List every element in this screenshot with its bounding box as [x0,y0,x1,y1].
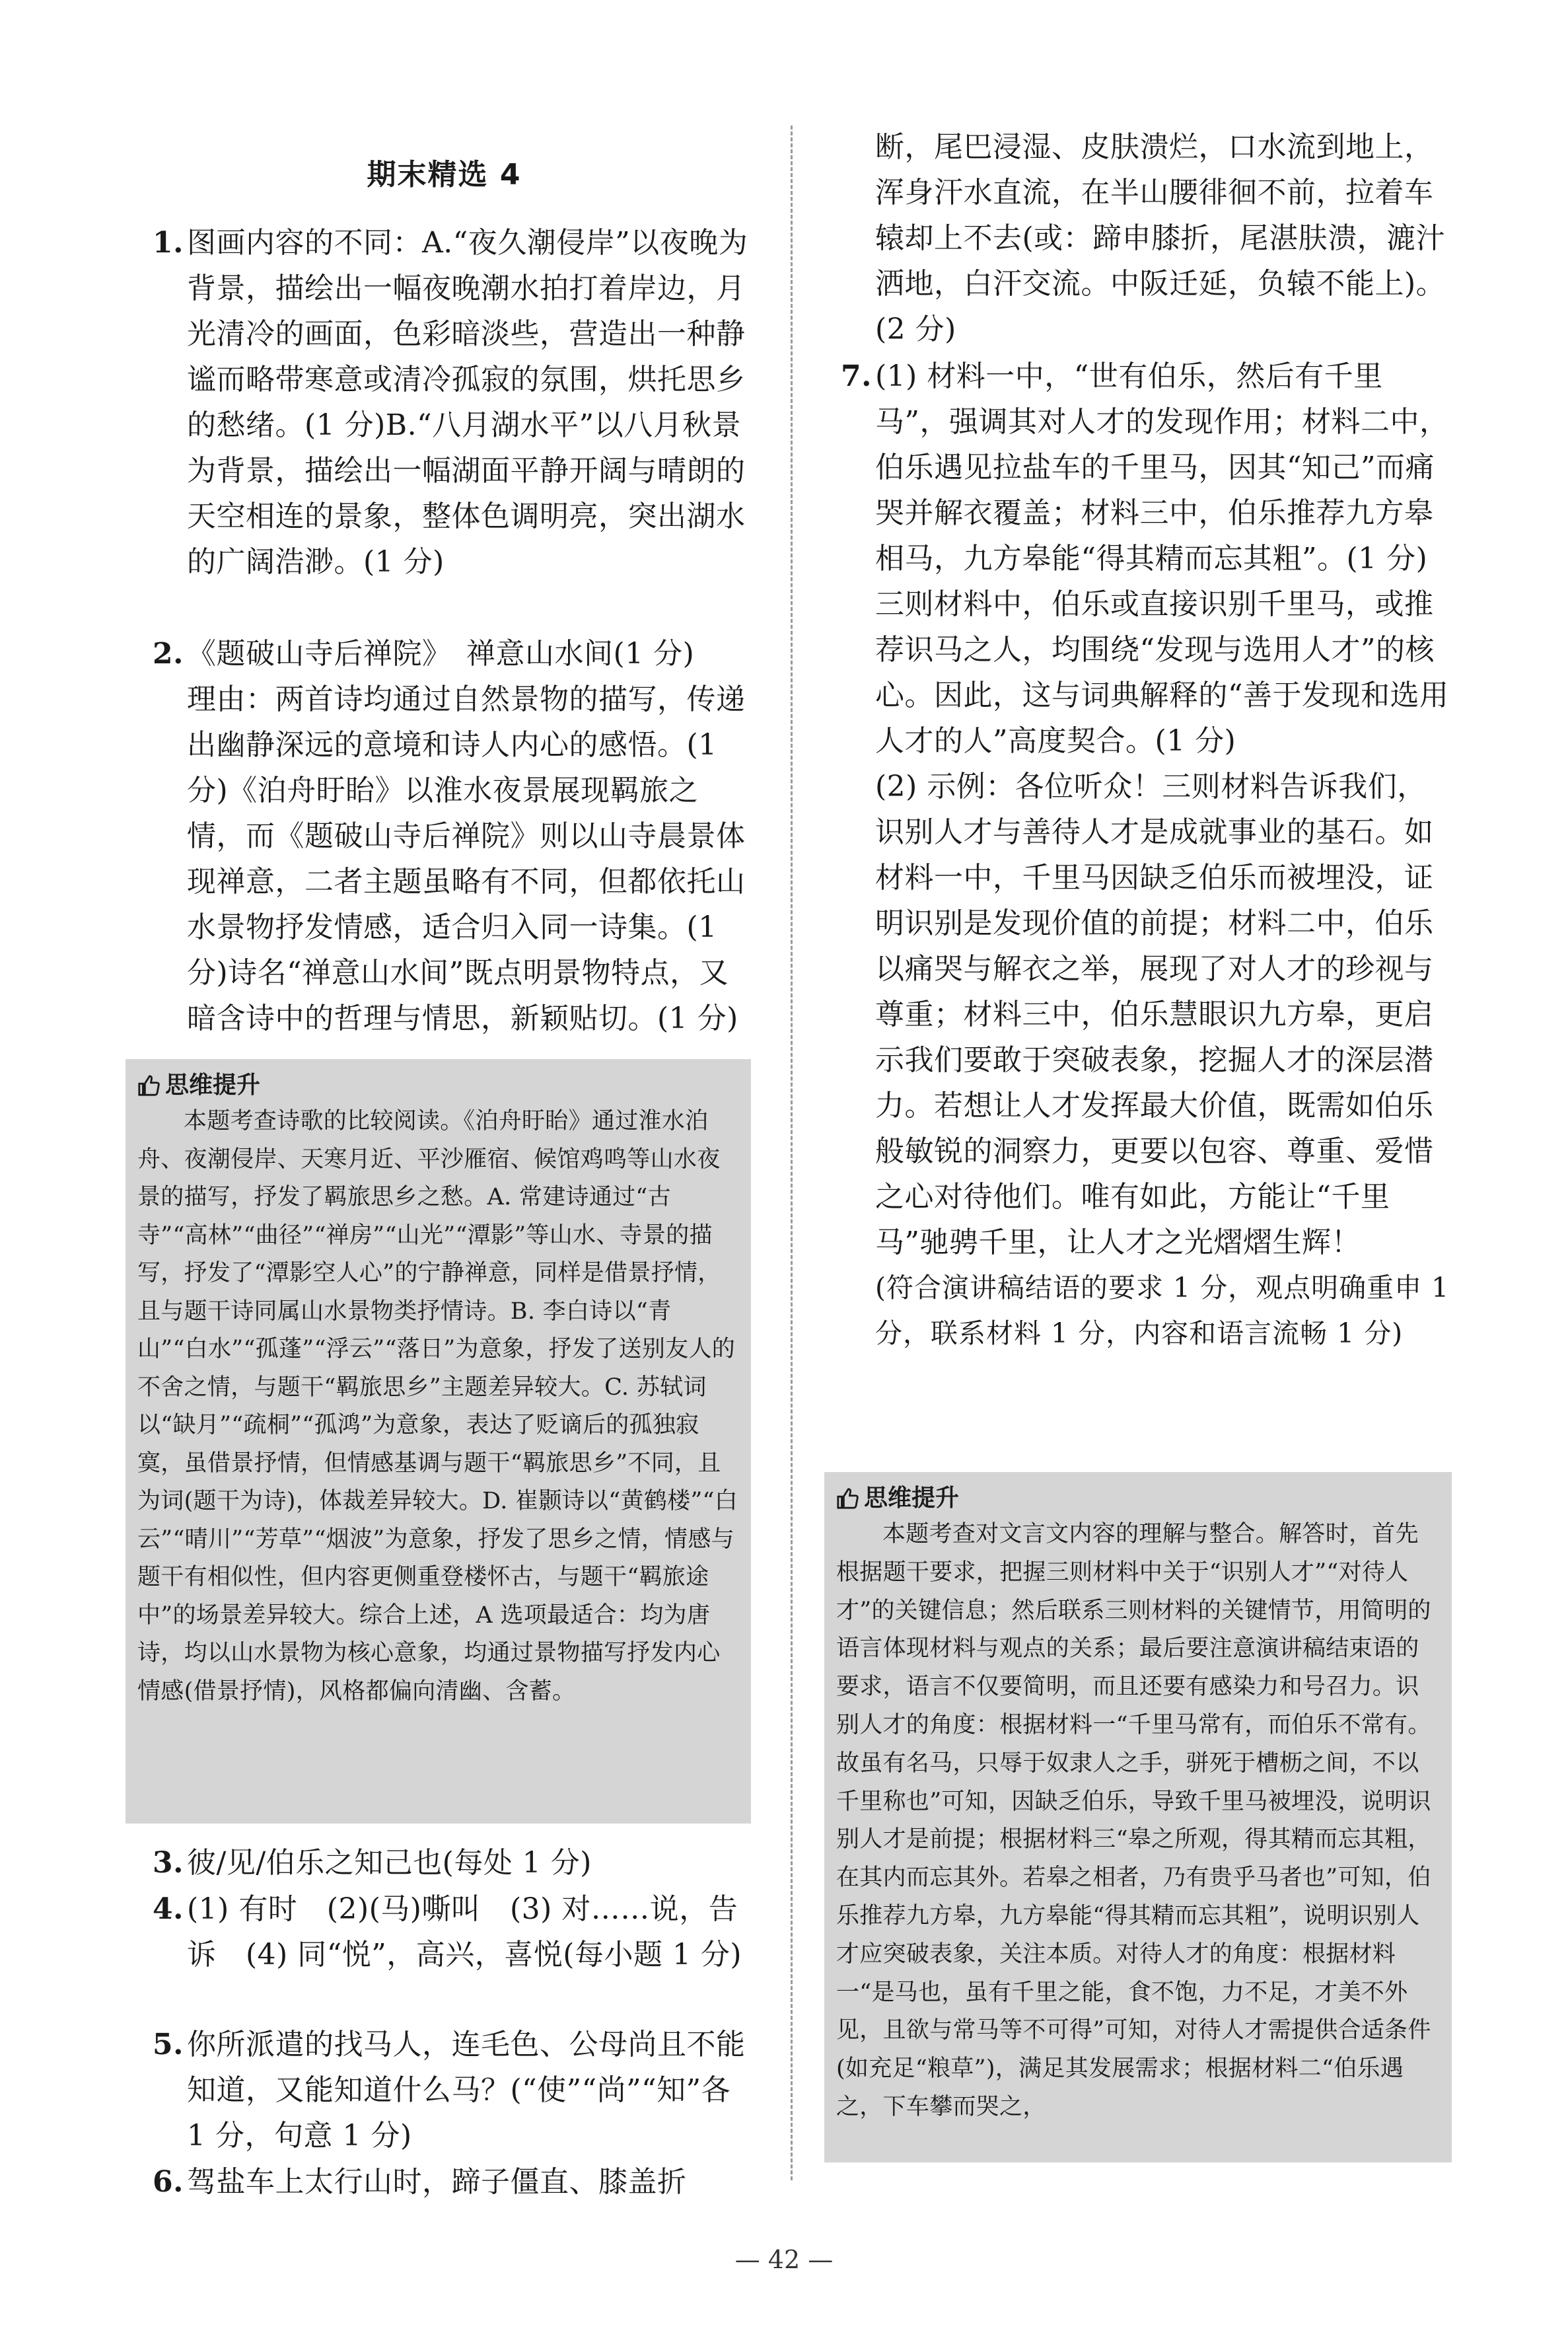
box-heading [137,1068,739,1103]
thinking-box-right [824,1472,1452,2162]
page-title: 期末精选 4 [367,158,522,192]
thumbs-up-icon [137,1074,160,1097]
answer-text: 彼/见/伯乐之知己也(每处 1 分) [187,1846,592,1880]
answer-number: 7. [841,359,872,393]
answer-number: 3. [153,1846,184,1880]
column-divider [791,126,793,2180]
box-heading-text: 思维提升 [165,1072,261,1099]
box-text: 本题考查对文言文内容的理解与整合。解答时，首先根据题干要求，把握三则材料中关于“识别人才”“对待人才”的关键信息；然后联系三则材料的关键情节，用简明的语言体现材料与观点的关系；最后要注意演讲稿结束语的要求，语言不仅要简明，而且还要有感染力和号召力。识别人才的角度：根据材料一“千里马常有，而伯乐不常有。故虽有名马，只辱于奴隶人之手，骈死于槽枥之间，不以千里称也”可知，因缺乏伯乐，导致千里马被埋没，说明识别人才是前提；根据材料三“皋之所观，得其精而忘其粗，在其内而忘其外。若皋之相者，乃有贵乎马者也”可知，伯乐推荐九方皋，九方皋能“得其精而忘其粗”，说明识别人才应突破表象，关注本质。对待人才的角度：根据材料一“是马也，虽有千里之能，食不饱，力不足，才美不外见，且欲与常马等不可得”可知，对待人才需提供合适条件(如充足“粮草”)，满足其发展需求；根据材料二“伯乐遇之，下车攀而哭之， [836,1521,1431,2120]
answer-3 [153,1840,752,1886]
answer-title-line: 《题破山寺后禅院》 禅意山水间(1 分) [187,637,695,671]
answer-text: 驾盐车上太行山时，蹄子僵直、膝盖折 [187,2165,687,2199]
box-text: 本题考查诗歌的比较阅读。《泊舟盱眙》通过淮水泊舟、夜潮侵岸、天寒月近、平沙雁宿、候馆鸡鸣等山水夜景的描写，抒发了羁旅思乡之愁。A. 常建诗通过“古寺”“高林”“曲径”“禅房”“山光”“潭影”等山水、寺景的描写，抒发了“潭影空人心”的宁静禅意，同样是借景抒情，且与题干诗同属山水景物类抒情诗。B. 李白诗以“青山”“白水”“孤蓬”“浮云”“落日”为意象，抒发了送别友人的不舍之情，与题干“羁旅思乡”主题差异较大。C. 苏轼词以“缺月”“疏桐”“孤鸿”为意象，表达了贬谪后的孤独寂寞，虽借景抒情，但情感基调与题干“羁旅思乡”不同，且为词(题干为诗)，体裁差异较大。D. 崔颢诗以“黄鹤楼”“白云”“晴川”“芳草”“烟波”为意象，抒发了思乡之情，情感与题干有相似性，但内容更侧重登楼怀古，与题干“羁旅途中”的场景差异较大。综合上述，A 选项最适合：均为唐诗，均以山水景物为核心意象，均通过景物描写抒发内心情感(借景抒情)，风格都偏向清幽、含蓄。 [137,1108,738,1705]
answer-number: 5. [153,2028,184,2061]
answer-1 [153,220,752,585]
answer-text: 图画内容的不同：A.“夜久潮侵岸”以夜晚为背景，描绘出一幅夜晚潮水拍打着岸边，月光清冷的画面，色彩暗淡些，营造出一种静谧而略带寒意或清冷孤寂的氛围，烘托思乡的愁绪。(1 分)B.“八月湖水平”以八月秋景为背景，描绘出一幅湖面平静开阔与晴朗的天空相连的景象，整体色调明亮，突出湖水的广阔浩渺。(1 分) [187,226,748,579]
thumbs-up-icon [836,1487,859,1510]
answer-2 [153,631,752,1041]
page-number: — 42 — [734,2245,834,2274]
answer-text: (1) 有时 (2)(马)嘶叫 (3) 对……说，告诉 (4) 同“悦”，高兴，喜悦(每小题 1 分) [187,1892,742,1972]
box-heading [836,1481,1440,1516]
answer-6-continued [875,124,1450,352]
answer-6 [153,2159,752,2205]
scoring-note: (符合演讲稿结语的要求 1 分，观点明确重申 1 分，联系材料 1 分，内容和语言流畅 1 分) [875,1272,1450,1349]
answer-4 [153,1886,752,1977]
answer-number: 2. [153,637,184,671]
answer-number: 1. [153,226,184,260]
answer-text: 理由：两首诗均通过自然景物的描写，传递出幽静深远的意境和诗人内心的感悟。(1 分)《泊舟盱眙》以淮水夜景展现羁旅之情，而《题破山寺后禅院》则以山寺晨景体现禅意，二者主题虽略有不同，但都依托山水景物抒发情感，适合归入同一诗集。(1 分)诗名“禅意山水间”既点明景物特点，又暗含诗中的哲理与情思，新颖贴切。(1 分) [187,683,746,1035]
thinking-box-left [125,1059,751,1824]
answer-number: 4. [153,1892,184,1926]
answer-part-2: (2) 示例：各位听众！三则材料告诉我们，识别人才与善待人才是成就事业的基石。如材料一中，千里马因缺乏伯乐而被埋没，证明识别是发现价值的前提；材料二中，伯乐以痛哭与解衣之举，展现了对人才的珍视与尊重；材料三中，伯乐慧眼识九方皋，更启示我们要敢于突破表象，挖掘人才的深层潜力。若想让人才发挥最大价值，既需如伯乐般敏锐的洞察力，更要以包容、尊重、爱惜之心对待他们。唯有如此，方能让“千里马”驰骋千里，让人才之光熠熠生辉！ [875,770,1434,1259]
answer-5 [153,2022,752,2159]
answer-number: 6. [153,2165,184,2199]
answer-part-1: (1) 材料一中，“世有伯乐，然后有千里马”，强调其对人才的发现作用；材料二中，伯乐遇见拉盐车的千里马，因其“知己”而痛哭并解衣覆盖；材料三中，伯乐推荐九方皋相马，九方皋能“得其精而忘其粗”。(1 分)三则材料中，伯乐或直接识别千里马，或推荐识马之人，均围绕“发现与选用人才”的核心。因此，这与词典解释的“善于发现和选用人才的人”高度契合。(1 分) [875,359,1449,758]
box-heading-text: 思维提升 [864,1485,960,1512]
answer-7 [841,353,1450,1356]
answer-text: 你所派遣的找马人，连毛色、公母尚且不能知道，又能知道什么马？(“使”“尚”“知”各 1 分，句意 1 分) [187,2028,746,2153]
answer-text: 断，尾巴浸湿、皮肤溃烂，口水流到地上，浑身汗水直流，在半山腰徘徊不前，拉着车辕却上不去(或：蹄申膝折，尾湛肤溃，漉汁洒地，白汗交流。中阪迁延，负辕不能上)。(2 分) [875,130,1446,346]
